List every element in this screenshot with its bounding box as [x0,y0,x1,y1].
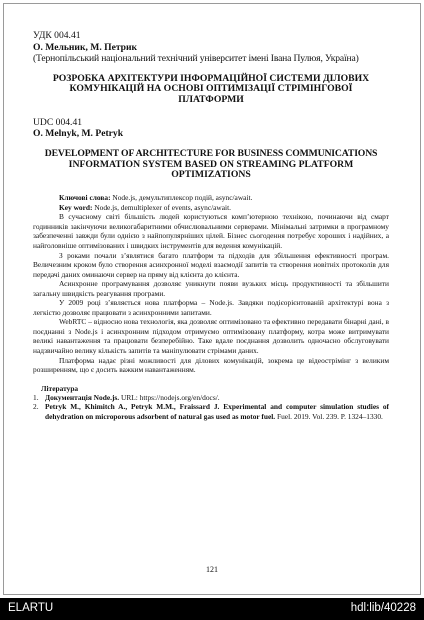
reference-number: 2. [33,402,39,412]
title-en-line: OPTIMIZATIONS [171,169,251,181]
authors-ua: О. Мельник, М. Петрик [33,41,138,53]
references [33,384,389,421]
body-text [33,212,389,374]
udc-en: UDC 004.41 [33,116,83,128]
title-ua-line: ПЛАТФОРМИ [178,94,244,106]
keywords-ua-text: Node.js, демультиплексор подій, async/await. [110,193,253,203]
page-number: 121 [206,565,218,574]
footer-handle-link[interactable]: hdl:lib/40228 [350,602,416,614]
reference-rest: URL: https://nodejs.org/en/docs/. [119,392,220,402]
reference-item [33,393,389,402]
reference-text [45,393,389,402]
keywords-en [59,203,389,213]
reference-number: 1. [33,392,39,402]
keywords-ua-label: Ключові слова: [59,193,111,203]
paragraph: Платформа надає різні можливості для ділових комунікацій, зокрема це відеострімінг з великим розширенням, що є досить важким навантаженням. [33,355,389,375]
paragraph: У 2009 році з’являється нова платформа – Node.js. Завдяки подієорієнтованій архітектурі вона з легкістю дозволяє працювати з асинхронними запитами. [33,298,389,317]
paragraph: В сучасному світі більшість людей користуються комп’ютерною технікою, починаючи від смарт годинників закінчуючи великогабаритними обчислювальними серверами. Мінімальні затримки в програмному забезпеченні завжди були однією з найпопулярніших цілей. Бізнес сьогодення потребує хороших і надійних, а найголовніше оптимізованих і швидких інструментів для ведення комунікацій. [33,212,389,251]
footer-repository-label: ELARTU [8,602,54,614]
paragraph: WebRTC – відносно нова технологія, яка дозволяє оптимізовано та ефективно передавати бінарні дані, в поєднанні з Node.js і асинхронним підходом отримуємо оптимізовану платформу, котра може витримувати великі навантаження та працювати безперебійно. Таке вдале поєднання дозволить одночасно обслуговувати надзвичайно велику кількість запитів та маніпулювати стрімами даних. [33,317,389,356]
title-en-line: INFORMATION SYSTEM BASED ON STREAMING PLATFORM [68,158,354,170]
reference-bold: Petryk M., Khimitch A., Petryk M.M., Fraissard J. Experimental and computer simulation studies of dehydration on microporous adsorbent of natural gas used as motor fuel. [45,402,389,421]
references-heading: Література [41,383,79,393]
title-ua-line: КОМУНІКАЦІЙ НА ОСНОВІ ОПТИМІЗАЦІЇ СТРІМІНГОВОЇ [69,83,353,95]
affiliation-ua: (Тернопільський національний технічний університет імені Івана Пулюя, Україна) [33,53,359,64]
keywords [33,193,389,212]
paragraph: Асинхронне програмування дозволяє уникнути появи вузьких місць продуктивності та збільшити загальну швидкість реагування програми. [33,279,389,298]
reference-rest: Fuel. 2019. Vol. 239. P. 1324–1330. [275,411,383,421]
paragraph: З роками почали з’являтися багато платформ та підходів для збільшення ефективності програм. Величезним кроком було створення асинхронної моделі взаємодії запитів та створення новітніх протоколів для передачі даних оминаючи сервер на пряму від клієнта до клієнта. [33,250,389,279]
document-page [33,30,389,421]
udc-ua: УДК 004.41 [33,30,81,41]
title-en-line: DEVELOPMENT OF ARCHITECTURE FOR BUSINESS COMMUNICATIONS [44,147,378,159]
footer-bar [0,598,424,620]
keywords-en-text: Node.js, demultiplexer of events, async/await. [92,202,232,212]
title-ua-line: РОЗРОБКА АРХІТЕКТУРИ ІНФОРМАЦІЙНОЇ СИСТЕМИ ДІЛОВИХ [52,72,370,84]
reference-bold: Документація Node.js. [45,392,120,402]
keywords-ua [59,193,389,203]
authors-en: O. Melnyk, M. Petryk [33,128,124,140]
reference-item [33,402,389,421]
title-ua [33,74,389,106]
title-en [33,149,389,181]
keywords-en-label: Key word: [59,202,93,212]
reference-text [45,402,389,421]
